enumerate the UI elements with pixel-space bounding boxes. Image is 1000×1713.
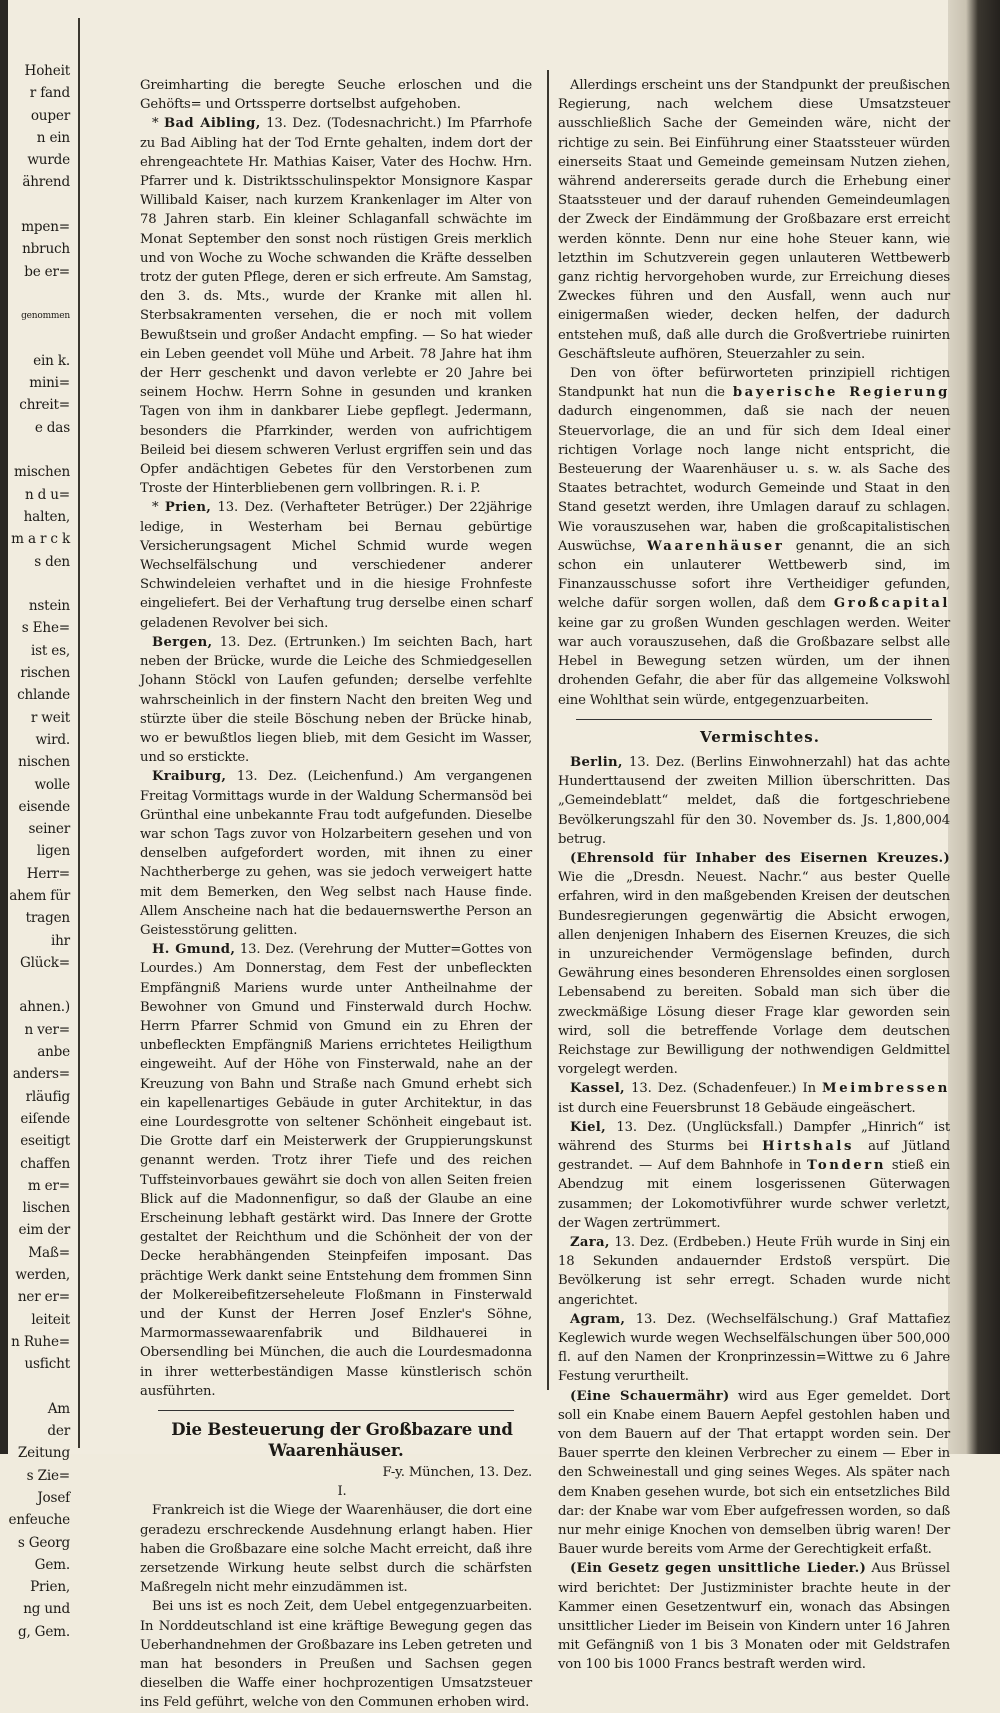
paragraph <box>140 767 532 940</box>
paragraph-text: 13. Dez. (Leichenfund.) Am vergangenen Freitag Vormittags wurde in der Waldung Schermansöd bei Grünthal eine unbekannte Frau todt aufgefunden. Dieselbe war schon Tags zuvor von Holzarbeitern gesehen und von denselben aufgefordert worden, mit ihnen zu einer Nachtherberge zu gehen, was sie jedoch verweigert hatte mit dem Bemerken, den Weg selbst nach Hause finde. Allem Anscheine nach hat die bedauernswerthe Person an Geistesstörung gelitten. <box>140 769 532 938</box>
paragraph-text: Frankreich ist die Wiege der Waarenhäuser, die dort eine geradezu erschreckende Ausdehnung erlangt haben. Hier haben die Großbazare eine solche Macht erreicht, daß ihre zersetzende Wirkung heute selbst durch die schärfsten Maßregeln nicht mehr einzudämmen ist. <box>140 1503 532 1596</box>
part-number: I. <box>337 1484 347 1500</box>
fragment-line: ihr <box>50 932 70 949</box>
fragment-line: ahnen.) <box>19 999 70 1016</box>
paragraph-text: 13. Dez. (Schadenfeuer.) In <box>624 1081 823 1097</box>
fragment-line: mini= <box>29 375 70 392</box>
fragment-line <box>8 328 70 350</box>
paragraph-dateline: Bad Aibling, <box>164 116 261 132</box>
paragraph-text: 13. Dez. (Unglücksfall.) Dampfer „Hinrich“ ist während des Sturms bei <box>558 1119 950 1154</box>
fragment-line: nischen <box>18 754 70 771</box>
fragment-line: n ein <box>36 129 70 146</box>
fragment-line: Maß= <box>28 1244 70 1261</box>
fragment-line: Zeitung <box>17 1445 70 1462</box>
fragment-line: s Ehe= <box>21 620 70 637</box>
section-separator <box>576 719 932 720</box>
fragment-line: nbruch <box>22 241 70 258</box>
fragment-line: seiner <box>28 821 70 838</box>
paragraph-dateline: Kraiburg, <box>152 769 227 785</box>
paragraph-dateline: Kassel, <box>570 1081 625 1097</box>
fragment-line: eim der <box>18 1222 70 1239</box>
fragment-line: Gem. <box>34 1556 70 1573</box>
fragment-line: g, Gem. <box>17 1623 70 1640</box>
paragraph-dateline: (Ehrensold für Inhaber des Eisernen Kreuzes.) <box>570 850 950 866</box>
fragment-line: s Zie= <box>26 1467 70 1484</box>
paragraph-text: 13. Dez. (Ertrunken.) Im seichten Bach, hart neben der Brücke, wurde die Leiche des Schmiedgesellen Johann Stöckl von Laufen gefunden; derselbe verfehlte wahrscheinlich in der finstern Nacht den breiten Weg und stürzte über die steile Böschung neben der Brücke hinab, wo er bewußtlos liegen blieb, mit dem Gesicht im Wasser, und so erstickte. <box>140 634 532 766</box>
fragment-line: s Georg <box>17 1534 70 1551</box>
spaced-emphasis: Meimbressen <box>822 1081 950 1097</box>
fragment-line: eseitigt <box>20 1133 70 1150</box>
paragraph <box>558 1118 950 1233</box>
paragraph-text: ist durch eine Feuersbrunst 18 Gebäude eingeäschert. <box>558 1100 916 1116</box>
column-left <box>140 76 532 1711</box>
paragraph-dateline: Zara, <box>570 1234 610 1250</box>
fragment-line <box>8 439 70 461</box>
spaced-emphasis: Hirtshals <box>762 1138 854 1154</box>
fragment-line: ist es, <box>30 642 70 659</box>
paragraph-dateline: (Ein Gesetz gegen unsittliche Lieder.) <box>570 1561 867 1577</box>
paragraph-text: stieß ein Abendzug mit einem losgerissenen Güterwagen zusammen; der Lokomotivführer wurde schwer verletzt, der Wagen zertrümmert. <box>558 1158 950 1231</box>
paragraph <box>140 76 532 114</box>
fragment-line: genommen <box>21 311 70 322</box>
paragraph <box>558 1387 950 1560</box>
fragment-line: m er= <box>27 1177 70 1194</box>
fragment-line: mischen <box>14 464 70 481</box>
fragment-line: ahem für <box>9 887 70 904</box>
paragraph-text: 13. Dez. (Erdbeben.) Heute Früh wurde in Sinj ein 18 Sekunden andauernder Erdstoß verspürt. Die Bevölkerung ist sehr erregt. Schaden wurde nicht angerichtet. <box>558 1234 950 1308</box>
column-rule-left <box>78 18 80 1448</box>
spaced-emphasis: Tondern <box>806 1158 887 1174</box>
fragment-line: eisende <box>18 798 70 815</box>
paragraph <box>558 849 950 1079</box>
fragment-line: anders= <box>12 1066 70 1083</box>
paragraph-text: keine gar zu großen Wunden geschlagen werden. Weiter war auch vorauszusehen, daß die Großbazare selbst alle Hebel in Bewegung setzen würden, um der ihnen drohenden Gefahr, die aber für das allgemeine Volkswohl eine Wohlthat sein würde, entgegenzuarbeiten. <box>558 615 950 708</box>
fragment-line: chaffen <box>20 1155 70 1172</box>
paragraph <box>558 76 950 364</box>
paragraph-dateline: (Eine Schauermähr) <box>570 1388 730 1404</box>
paragraph-text: 13. Dez. (Berlins Einwohnerzahl) hat das achte Hunderttausend der zweiten Million überschritten. Das „Gemeindeblatt“ meldet, daß die fortgeschriebene Bevölkerungszahl für den 30. November ds. Js. 1,800,004 betrug. <box>558 754 950 847</box>
paragraph-text: auf Jütland gestrandet. — Auf dem Bahnhofe in <box>558 1138 950 1174</box>
paragraph <box>558 364 950 710</box>
paragraph-text: wird aus Eger gemeldet. Dort soll ein Knabe einem Bauern Aepfel gestohlen haben und von dem Bauern auf der That ertappt worden sein. Der Bauer sperrte den kleinen Verbrecher zu einem — Eber in den Schweinestall und ging seines Weges. Als später nach dem Knaben gesehen wurde, bot sich ein entsetzliches Bild dar: der Knabe war vom Eber aufgefressen worden, so daß nur mehr einige Knochen von demselben übrig waren! Der Bauer wurde bereits vom Arme der Gerechtigkeit erfaßt. <box>558 1388 950 1558</box>
paragraph <box>558 1079 950 1117</box>
paragraph-text: Den von öfter befürworteten prinzipiell richtigen Standpunkt hat nun die <box>558 366 950 401</box>
fragment-line: werden, <box>15 1267 70 1284</box>
fragment-line: der <box>47 1423 70 1440</box>
section-heading: Vermischtes. <box>700 727 820 746</box>
paragraph-text: Wie die „Dresdn. Neuest. Nachr.“ aus bester Quelle erfahren, wird in den maßgebenden Kreisen der deutschen Bundesregierungen gegenwärtig die Absicht erwogen, allen denjenigen Inhabern des Eisernen Kreuzes, die sich in unzureichender Vermögenslage befinden, durch Gewährung eines besonderen Ehrensoldes einen sorglosen Lebensabend zu bereiten. Sobald man sich über die zweckmäßige Lösung dieser Frage klar geworden sein wird, soll die betreffende Vorlage dem deutschen Reichstage zur Bewilligung der nothwendigen Geldmittel vorgelegt werden. <box>558 870 950 1078</box>
fragment-line: Glück= <box>19 954 70 971</box>
page-edge-left <box>0 0 8 1454</box>
paragraph-dateline: Bergen, <box>152 634 213 650</box>
paragraph-marker: * <box>152 116 165 132</box>
fragment-line: anbe <box>37 1044 70 1061</box>
paragraph <box>558 1310 950 1387</box>
fragment-line: ein k. <box>33 352 70 369</box>
paragraph-text: Aus Brüssel wird berichtet: Der Justizminister brachte heute in der Kammer einen Gesetzentwurf ein, wonach das Absingen unsittlicher Lieder im Beisein von Kindern unter 16 Jahren mit Gefängniß von 1 bis 3 Monaten oder mit Geldstrafen von 100 bis 1000 Francs bestraft werden wird. <box>558 1561 950 1673</box>
fragment-line: lischen <box>22 1200 70 1217</box>
fragment-line: ligen <box>36 843 70 860</box>
fragment-line: ng und <box>23 1601 70 1618</box>
fragment-line: rläufig <box>25 1088 70 1105</box>
dateline: F-y. München, 13. Dez. <box>382 1465 532 1481</box>
previous-column-fragment <box>8 60 70 1640</box>
paragraph-text: genannt, die an sich schon ein unlauterer Wettbewerb sind, im Finanzausschusse sofort ihre Vertheidiger gefunden, welche dafür sorgen wollen, daß dem <box>558 538 950 612</box>
fragment-line <box>8 573 70 595</box>
paragraph-marker: * <box>152 500 165 516</box>
fragment-line: usficht <box>24 1356 70 1373</box>
fragment-line: s den <box>34 553 70 570</box>
fragment-line: mpen= <box>21 219 70 236</box>
paragraph-text: Bei uns ist es noch Zeit, dem Uebel entgegenzuarbeiten. In Norddeutschland ist eine kräftige Bewegung gegen das Ueberhandnehmen der Großbazare ins Leben getreten und man hat besonders in Preußen und Sachsen gegen dieselben die Waffe einer hochprozentigen Umsatzsteuer ins Feld geführt, welche von den Communen erhoben wird. <box>140 1599 532 1711</box>
fragment-line: wurde <box>27 152 70 169</box>
paragraph <box>140 498 532 632</box>
spaced-emphasis: Waarenhäuser <box>647 538 785 554</box>
fragment-line: ährend <box>22 174 70 191</box>
paragraph-dateline: Prien, <box>164 500 212 516</box>
paragraph <box>140 1597 532 1712</box>
paragraph <box>140 1501 532 1597</box>
fragment-line: n Ruhe= <box>11 1333 70 1350</box>
paragraph-dateline: Kiel, <box>570 1119 606 1135</box>
fragment-line: tragen <box>25 910 70 927</box>
fragment-line <box>8 283 70 305</box>
fragment-line: be er= <box>24 263 70 280</box>
paragraph-text: 13. Dez. (Verehrung der Mutter=Gottes von Lourdes.) Am Donnerstag, dem Fest der unbefleckten Empfängniß Mariens wurde unter Antheilnahme der Bewohner von Gmund und Finsterwald durch Hochw. Herrn Pfarrer Schmid von Gmund ein zu Ehren der unbefleckten Empfängniß Mariens errichtetes Heiligthum eingeweiht. Auf der Höhe von Finsterwald, nahe an der Kreuzung von Bahn und Straße nach Gmund erhebt sich ein kapellenartiges Gebäude in guter Architektur, in das eine Lourdesgrotte von seltener Schönheit eingebaut ist. Die Grotte darf ein Meisterwerk der Gruppierungskunst genannt werden. Trotz ihrer Tiefe und des reichen Tuffsteinvorbaues gewährt sie doch von allen Seiten freien Blick auf die Madonnenfigur, so daß der Glaube an eine Erscheinung lebhaft gestärkt wird. Das Innere der Grotte gestaltet der Reichthum und die Schönheit der von der Decke herabhängenden Steinpfeifen imposant. Das prächtige Werk dankt seine Entstehung dem frommen Sinn der Molkereibefitzerseheleute Floßmann in Finsterwald und der Kunst der Herren Josef Enzler's Söhne, Marmormassewaarenfabrik und Bildhauerei in Obersendling bei München, die auch die Lourdesmadonna in ihrer wetterbeständigen Masse künstlerisch schön ausführten. <box>140 942 532 1399</box>
paragraph-text: 13. Dez. (Verhafteter Betrüger.) Der 22jährige ledige, in Westerham bei Bernau gebürtige Versicherungsagent Michel Schmid wurde wegen Wechselfälschung und verschiedener anderer Schwindeleien verhaftet und in die hiesige Frohnfeste eingeliefert. Bei der Verhaftung trug derselbe einen scharf geladenen Revolver bei sich. <box>140 500 532 631</box>
fragment-line <box>8 974 70 996</box>
fragment-line: m a r c k <box>11 531 70 548</box>
fragment-line: Hoheit <box>24 63 70 79</box>
spaced-emphasis: Großcapital <box>833 596 950 612</box>
spaced-emphasis: bayerische Regierung <box>732 385 950 401</box>
fragment-line: r fand <box>29 85 70 102</box>
paragraph-dateline: Agram, <box>570 1311 626 1327</box>
column-rule-middle <box>547 70 549 1390</box>
fragment-line: eiſende <box>20 1110 70 1127</box>
paragraph-text: 13. Dez. (Wechselfälschung.) Graf Mattafiez Keglewich wurde wegen Wechselfälschungen über 500,000 fl. auf den Namen der Kronprinzessin=Wittwe zu 6 Jahre Festung verurtheilt. <box>558 1311 950 1385</box>
fragment-line: Herr= <box>26 865 70 882</box>
paragraph <box>558 753 950 849</box>
fragment-line: wolle <box>34 776 70 793</box>
fragment-line: Josef <box>37 1490 70 1506</box>
fragment-line: rischen <box>20 665 70 682</box>
paragraph <box>140 940 532 1401</box>
fragment-line: wird. <box>35 731 70 748</box>
paragraph-dateline: H. Gmund, <box>152 942 236 958</box>
fragment-line: Prien, <box>30 1579 70 1596</box>
paragraph-text: Greimharting die beregte Seuche erloschen und die Gehöfts= und Ortssperre dortselbst aufgehoben. <box>140 78 532 113</box>
fragment-line: chreit= <box>19 397 70 414</box>
fragment-line: halten, <box>23 508 70 525</box>
paragraph-text: Allerdings erscheint uns der Standpunkt der preußischen Regierung, nach welchem diese Umsatzsteuer ausschließlich Sache der Gemeinden wäre, nicht der richtige zu sein. Bei Einführung einer Staatssteuer würden einerseits Staat und Gemeinde gemeinsam Nutzen ziehen, während andererseits gerade durch die Erhebung einer Staatssteuer und der darauf ruhenden Gemeindeumlagen der Zweck der Eindämmung der Großbazare erst erreicht werden könnte. Denn nur eine hohe Steuer kann, wie letzthin im Schutzverein gegen unlauteren Wettbewerb ganz richtig hervorgehoben wurde, zur Erreichung dieses Zweckes führen und den Ausfall, wenn auch nur einigermaßen wieder, decken helfen, der dadurch entstehen muß, daß alle durch die Großvertriebe ruinirten Geschäftsleute aufhören, Steuerzahler zu sein. <box>558 78 950 362</box>
fragment-line: e das <box>34 419 70 436</box>
fragment-line: enfeuche <box>8 1512 70 1529</box>
fragment-line: r weit <box>30 709 70 726</box>
fragment-line: ner er= <box>17 1289 70 1306</box>
paragraph <box>558 1233 950 1310</box>
fragment-line: n ver= <box>24 1021 70 1038</box>
fragment-line: leiteit <box>31 1311 70 1328</box>
fragment-line <box>8 1376 70 1398</box>
section-separator <box>158 1410 514 1411</box>
fragment-line <box>8 194 70 216</box>
fragment-line: ouper <box>30 107 70 124</box>
fragment-line: Am <box>47 1400 70 1417</box>
paragraph-dateline: Berlin, <box>570 754 623 770</box>
paragraph <box>140 114 532 498</box>
paragraph-text: 13. Dez. (Todesnachricht.) Im Pfarrhofe zu Bad Aibling hat der Tod Ernte gehalten, indem dort der ehrengeachtete Hr. Mathias Kaiser, Vater des Hochw. Hrn. Pfarrer und k. Distriktsschulinspektor Monsignore Kaspar Willibald Kaiser, nach kurzem Krankenlager im Alter von 78 Jahren starb. Ein kleiner Schlaganfall schwächte im Monat September den sonst noch rüstigen Greis merklich und von Woche zu Woche schwanden die Kräfte desselben trotz der guten Pflege, deren er sich erfreute. Am Samstag, den 3. ds. Mts., wurde der Kranke mit allen hl. Sterbsakramenten versehen, die er noch mit vollem Bewußtsein und großer Andacht empfing. — So hat wieder ein Leben geendet voll Mühe und Arbeit. 78 Jahre hat ihm der Herr geschenkt und davon verlebte er 20 Jahre bei seinem Hochw. Herrn Sohne in gesunden und kranken Tagen von ihm in dankbarer Liebe gepflegt. Jedermann, besonders die Pfarrkinder, werden von aufrichtigem Beileid bei diesem schweren Verlust ergriffen sein und das Opfer andächtigen Gebetes für den Verstorbenen zum Troste der Hinterbliebenen gern vollbringen. R. i. P. <box>140 116 532 497</box>
fragment-line: n d u= <box>24 486 70 503</box>
paragraph <box>558 1559 950 1674</box>
fragment-line: chlande <box>17 687 70 704</box>
fragment-line: nstein <box>28 598 70 615</box>
paragraph <box>140 633 532 767</box>
page-edge-right <box>948 0 1000 1454</box>
paragraph-text: dadurch eingenommen, daß sie nach der neuen Steuervorlage, die an und für sich dem Ideal einer richtigen Vorlage noch lange nicht entspricht, die Besteuerung der Waarenhäuser u. s. w. als Sache des Staates betrachtet, wodurch Gemeinde und Staat in den Stand gesetzt werden, ihre Umlagen darauf zu schlagen. Wie vorauszusehen war, haben die großcapitalistischen Auswüchse, <box>558 404 950 554</box>
article-headline: Die Besteuerung der Großbazare und Waarenhäuser. <box>171 1420 513 1461</box>
column-right <box>558 76 950 1673</box>
